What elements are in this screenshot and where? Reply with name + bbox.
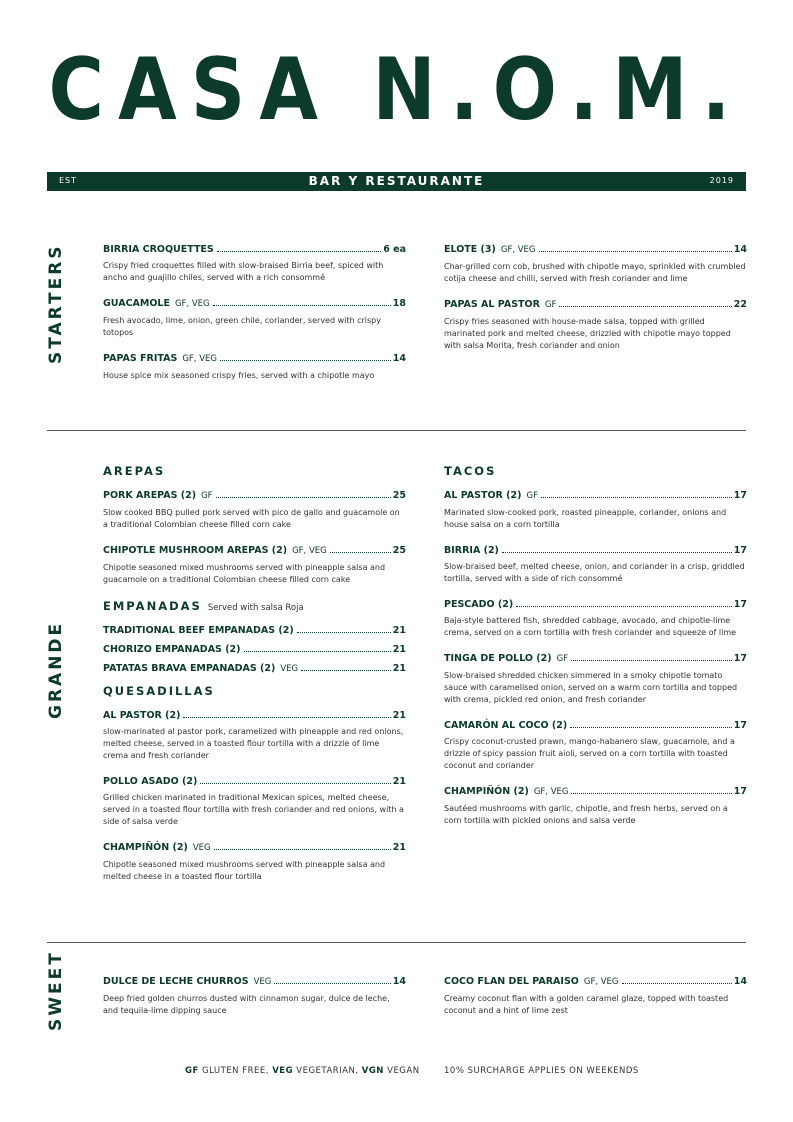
menu-item-line [444, 298, 747, 312]
menu-item [444, 785, 747, 827]
menu-item-price: 17 [733, 490, 747, 501]
menu-item-description: Crispy coconut-crusted prawn, mango-habanero slaw, guacamole, and a drizzle of spicy passion fruit aioli, served on a corn tortilla with toasted coconut and coriander [444, 737, 735, 770]
menu-item-price: 21 [392, 842, 406, 853]
starters-right-column [444, 243, 747, 365]
menu-item-name: DULCE DE LECHE CHURROS [103, 976, 249, 987]
menu-item-name: CHAMPIÑÓN (2) [103, 842, 188, 853]
dot-leader [541, 497, 732, 498]
menu-item-description: Baja-style battered fish, shredded cabbage, avocado, and chipotle-lime crema, served on a corn tortilla with fresh coriander and squeeze of lime [444, 616, 737, 637]
tacos-list [444, 489, 747, 827]
menu-item-line [444, 652, 747, 666]
menu-item [444, 298, 747, 352]
menu-item [444, 598, 747, 639]
menu-item-price: 21 [392, 644, 406, 655]
menu-item-description: House spice mix seasoned crispy fries, served with a chipotle mayo [103, 371, 375, 380]
menu-item-price: 21 [392, 710, 406, 721]
menu-item-description: slow-marinated al pastor pork, caramelized with pineapple and red onions, melted cheese, served in a toasted flour tortilla with a drizzle of lime crema and fresh coriander [103, 727, 404, 760]
menu-item-description: Chipotle seasoned mixed mushrooms served with pineapple salsa and melted cheese in a toasted flour tortilla [103, 860, 386, 881]
legend-gf-text: GLUTEN FREE, [202, 1066, 269, 1076]
menu-item-price: 22 [733, 299, 747, 310]
menu-item [103, 352, 406, 382]
dot-leader [213, 305, 391, 306]
menu-item-name: CAMARÓN AL COCO (2) [444, 720, 568, 731]
restaurant-title: CASA N.O.M. [48, 40, 745, 140]
menu-item-description: Deep fried golden churros dusted with cinnamon sugar, dulce de leche, and tequila-lime dipping sauce [103, 994, 390, 1015]
category-heading-tacos: TACOS [444, 464, 497, 478]
section-divider [47, 430, 746, 431]
menu-item-price: 17 [733, 720, 747, 731]
menu-item-line [103, 624, 406, 637]
sweet-left-column [103, 975, 406, 1030]
menu-item [444, 544, 747, 585]
dot-leader [516, 606, 732, 607]
menu-item-description: Crispy fried croquettes filled with slow-braised Birria beef, spiced with ancho and guajillo chiles, served with a rich consommé [103, 261, 384, 282]
dot-leader [297, 632, 391, 633]
menu-item-price: 17 [733, 545, 747, 556]
dot-leader [214, 849, 391, 850]
menu-item-name: PAPAS FRITAS [103, 353, 178, 364]
year-label: 2019 [709, 176, 734, 185]
legend-vgn-text: VEGAN [387, 1066, 420, 1076]
menu-item [103, 297, 406, 339]
menu-item [103, 841, 406, 883]
menu-item [103, 544, 406, 586]
menu-item-name: ELOTE (3) [444, 244, 496, 255]
section-divider [47, 942, 746, 943]
menu-item [444, 243, 747, 285]
sweet-right-column [444, 975, 747, 1030]
menu-item-price: 25 [392, 545, 406, 556]
menu-item-line [103, 352, 406, 366]
menu-item-line [444, 544, 747, 557]
grande-left-column [103, 464, 406, 896]
empanadas-list [103, 624, 406, 676]
menu-item-name: CHAMPIÑÓN (2) [444, 786, 529, 797]
menu-item [444, 489, 747, 531]
menu-item-price: 14 [733, 244, 747, 255]
menu-item-description: Slow-braised shredded chicken simmered in a smoky chipotle tomato sauce with caramelised onion, served on a warm corn tortilla and topped with crema, pickled red onion, and fresh coriander [444, 671, 738, 704]
menu-item [103, 775, 406, 828]
dot-leader [216, 497, 391, 498]
menu-item [103, 624, 406, 637]
menu-item [444, 975, 747, 1017]
est-label: EST [59, 176, 78, 185]
menu-item-description: Crispy fries seasoned with house-made salsa, topped with grilled marinated pork and melted cheese, drizzled with chipotle mayo topped with salsa Morita, fresh coriander and onion [444, 317, 731, 350]
menu-item-price: 14 [392, 976, 406, 987]
menu-item-tags: GF, VEG [292, 546, 327, 556]
dot-leader [200, 783, 390, 784]
section-label-grande: GRANDE [46, 620, 66, 719]
menu-item-line [103, 975, 406, 989]
menu-item-price: 14 [392, 353, 406, 364]
menu-item-price: 17 [733, 653, 747, 664]
menu-item-price: 17 [733, 786, 747, 797]
menu-item-description: Chipotle seasoned mixed mushrooms served with pineapple salsa and guacamole on a traditional Colombian cheese filled corn cake [103, 563, 386, 584]
menu-item-name: CHORIZO EMPANADAS (2) [103, 644, 241, 655]
empanadas-heading: EMPANADAS [103, 599, 202, 613]
menu-item-line [103, 662, 406, 676]
arepas-list [103, 489, 406, 586]
menu-item-price: 6 ea [383, 244, 406, 255]
menu-item-description: Fresh avocado, lime, onion, green chile, coriander, served with crispy totopos [103, 316, 381, 337]
legend-vgn-code: VGN [361, 1066, 384, 1076]
menu-item-tags: VEG [192, 843, 211, 853]
menu-item-line [103, 544, 406, 558]
menu-item-line [103, 489, 406, 503]
menu-item-name: PAPAS AL PASTOR [444, 299, 540, 310]
menu-item-description: Sautéed mushrooms with garlic, chipotle, and fresh herbs, served on a corn tortilla with pickled onions and salsa verde [444, 804, 728, 825]
dot-leader [274, 983, 390, 984]
legend-veg-code: VEG [272, 1066, 294, 1076]
legend-gf-code: GF [185, 1066, 199, 1076]
menu-item-line [103, 243, 406, 256]
section-label-starters: STARTERS [46, 243, 66, 364]
menu-item-description: Slow-braised beef, melted cheese, onion, and coriander in a crisp, griddled tortilla, served with a side of rich consommé [444, 562, 745, 583]
menu-item-name: PORK AREPAS (2) [103, 490, 197, 501]
menu-item-price: 21 [392, 663, 406, 674]
menu-item-tags: GF, VEG [500, 245, 536, 255]
dot-leader [571, 660, 732, 661]
menu-item-line [444, 598, 747, 611]
menu-item-line [444, 243, 747, 257]
menu-item-line [444, 785, 747, 799]
menu-item-price: 21 [392, 625, 406, 636]
menu-item-name: PESCADO (2) [444, 599, 514, 610]
dot-leader [217, 251, 381, 252]
menu-item-line [444, 489, 747, 503]
menu-item-line [444, 719, 747, 732]
menu-item-name: TINGA DE POLLO (2) [444, 653, 552, 664]
menu-item-price: 17 [733, 599, 747, 610]
menu-item-name: CHIPOTLE MUSHROOM AREPAS (2) [103, 545, 288, 556]
menu-item-name: POLLO ASADO (2) [103, 776, 198, 787]
menu-item-name: TRADITIONAL BEEF EMPANADAS (2) [103, 625, 294, 636]
menu-item [103, 489, 406, 531]
category-heading-arepas: AREPAS [103, 464, 166, 478]
menu-item-name: AL PASTOR (2) [103, 710, 181, 721]
menu-item-price: 18 [392, 298, 406, 309]
menu-item-tags: GF [201, 491, 213, 501]
dot-leader [330, 552, 391, 553]
menu-item-description: Grilled chicken marinated in traditional Mexican spices, melted cheese, served in a toasted flour tortilla with fresh coriander and red onions, with a side of salsa verde [103, 793, 404, 826]
menu-item-tags: GF, VEG [533, 787, 569, 797]
menu-item-line [103, 709, 406, 722]
menu-item [444, 652, 747, 706]
menu-item-name: BIRRIA (2) [444, 545, 499, 556]
dot-leader [571, 793, 731, 794]
header-band [47, 172, 746, 191]
menu-item-description: Char-grilled corn cob, brushed with chipotle mayo, sprinkled with crumbled cotija cheese and chilli, served with fresh coriander and lime [444, 262, 746, 283]
menu-item [103, 662, 406, 676]
menu-item-line [103, 841, 406, 855]
menu-item-tags: GF, VEG [174, 299, 210, 309]
menu-item-tags: GF [556, 654, 569, 664]
menu-item-line [103, 775, 406, 788]
category-heading-empanadas [103, 599, 406, 613]
dot-leader [622, 983, 732, 984]
menu-item-name: GUACAMOLE [103, 298, 170, 309]
menu-item [103, 643, 406, 656]
menu-item-description: Marinated slow-cooked pork, roasted pineapple, coriander, onions and house salsa on a corn tortilla [444, 508, 727, 529]
starters-left-column [103, 243, 406, 395]
menu-item-tags: GF, VEG [182, 354, 217, 364]
menu-item-name: COCO FLAN DEL PARAISO [444, 976, 579, 987]
menu-item-tags: VEG [253, 977, 272, 987]
menu-item-line [103, 643, 406, 656]
grande-right-column [444, 464, 747, 840]
dot-leader [539, 251, 732, 252]
menu-item-price: 25 [392, 490, 406, 501]
menu-item-line [103, 297, 406, 311]
dietary-legend [185, 1066, 420, 1076]
dot-leader [301, 670, 391, 671]
dot-leader [183, 717, 390, 718]
menu-item [103, 975, 406, 1017]
dot-leader [244, 651, 391, 652]
menu-item-description: Creamy coconut flan with a golden caramel glaze, topped with toasted coconut and a hint of lime zest [444, 994, 729, 1015]
quesadillas-list [103, 709, 406, 883]
section-label-sweet: SWEET [46, 950, 66, 1031]
legend-veg-text: VEGETARIAN, [296, 1066, 359, 1076]
dot-leader [220, 360, 391, 361]
surcharge-note: 10% SURCHARGE APPLIES ON WEEKENDS [444, 1066, 639, 1076]
menu-item-name: PATATAS BRAVA EMPANADAS (2) [103, 663, 276, 674]
menu-item-name: BIRRIA CROQUETTES [103, 244, 214, 255]
dot-leader [559, 306, 731, 307]
subtitle: BAR Y RESTAURANTE [308, 174, 485, 188]
menu-item [444, 719, 747, 772]
dot-leader [502, 552, 732, 553]
menu-item-description: Slow cooked BBQ pulled pork served with pico de gallo and guacamole on a traditional Colombian cheese filled corn cake [103, 508, 400, 529]
menu-item-tags: GF, VEG [583, 977, 619, 987]
menu-item [103, 709, 406, 762]
menu-item [103, 243, 406, 284]
empanadas-note: Served with salsa Roja [207, 603, 304, 613]
dot-leader [570, 727, 732, 728]
menu-item-tags: GF [544, 300, 557, 310]
menu-item-tags: VEG [280, 664, 299, 674]
menu-item-tags: GF [526, 491, 538, 501]
category-heading-quesadillas: QUESADILLAS [103, 684, 215, 698]
menu-item-price: 14 [733, 976, 747, 987]
menu-item-name: AL PASTOR (2) [444, 490, 522, 501]
menu-item-line [444, 975, 747, 989]
menu-item-price: 21 [392, 776, 406, 787]
